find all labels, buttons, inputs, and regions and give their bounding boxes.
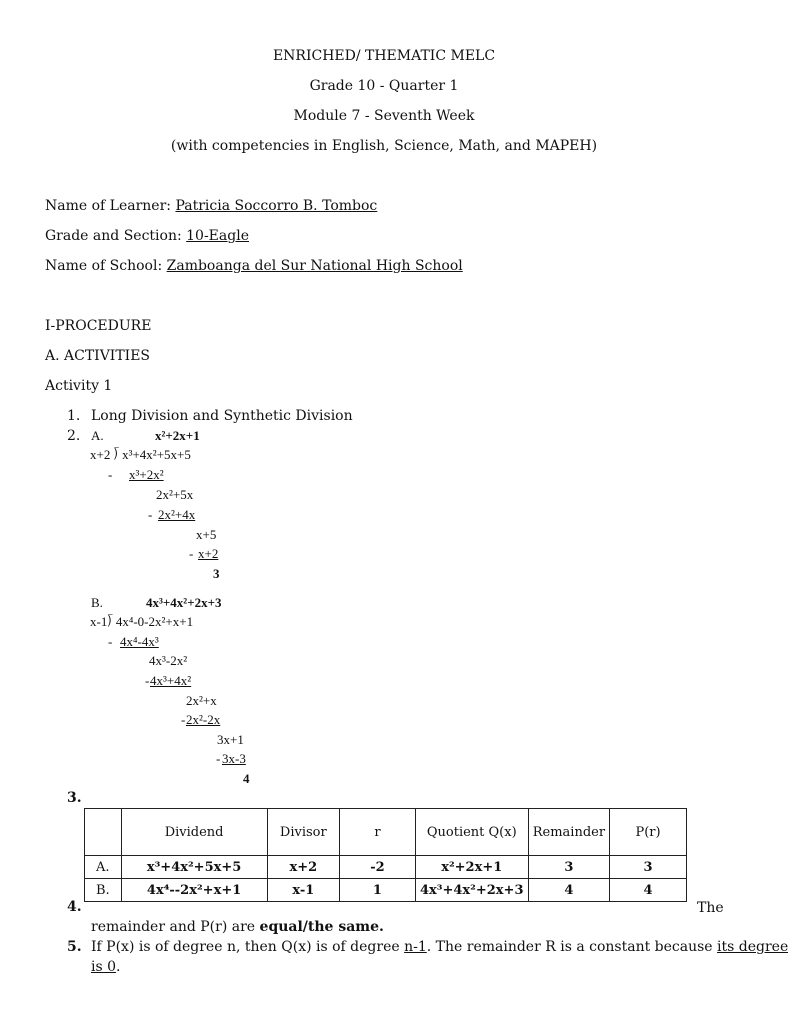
school-row <box>45 258 463 274</box>
part-b-step: 4x³+4x² <box>150 673 192 688</box>
item-2-number: 2. <box>67 428 81 444</box>
part-b-minus: - <box>145 673 150 688</box>
item-5-text-part: If P(x) is of degree n, then Q(x) is of degree <box>91 939 405 955</box>
grade-section-value: 10-Eagle <box>186 228 249 244</box>
header-cell: Dividend <box>121 809 267 856</box>
part-a-step: x+2 <box>198 546 219 561</box>
part-b-remainder: 4 <box>243 771 250 786</box>
part-b-step: 3x+1 <box>217 732 244 747</box>
table-cell: x³+4x²+5x+5 <box>121 856 267 879</box>
table-cell: 4x³+4x²+2x+3 <box>415 879 528 902</box>
item-5-text-part: . The remainder R is a constant because <box>426 939 718 955</box>
school-value: Zamboanga del Sur National High School <box>166 258 463 274</box>
item-5-answer-reason: its degree <box>717 939 788 955</box>
part-b-minus: - <box>181 712 186 727</box>
item-1-text: Long Division and Synthetic Division <box>91 408 353 424</box>
item-5-text <box>91 939 788 955</box>
part-a-dividend-line: x+2 ⟌ x³+4x²+5x+5 <box>90 447 191 462</box>
part-b-quotient: 4x³+4x²+2x+3 <box>146 595 222 610</box>
grade-section-label: Grade and Section: <box>45 228 182 244</box>
doc-grade-quarter: Grade 10 - Quarter 1 <box>309 78 459 94</box>
part-a-label: A. <box>91 428 104 443</box>
part-b-dividend-line: x-1⟌ 4x⁴-0-2x²+x+1 <box>90 614 194 629</box>
item-4-text <box>91 919 384 935</box>
part-b-step: 2x²+x <box>186 693 217 708</box>
item-5-answer-degree: n-1 <box>404 939 427 955</box>
item-5-text-cont <box>91 959 120 975</box>
procedure-heading: I-PROCEDURE <box>45 318 152 334</box>
table-header-row <box>85 809 687 856</box>
table-row <box>85 856 687 879</box>
school-label: Name of School: <box>45 258 163 274</box>
doc-competencies: (with competencies in English, Science, Math, and MAPEH) <box>170 138 598 154</box>
part-b-minus: - <box>108 634 113 649</box>
part-b-step: 2x²-2x <box>186 712 221 727</box>
header-cell: r <box>340 809 416 856</box>
header-cell: Divisor <box>267 809 340 856</box>
table-cell: 4 <box>528 879 609 902</box>
part-a-step: 2x²+5x <box>156 487 194 502</box>
part-a-minus: - <box>148 507 153 522</box>
remainder-table <box>84 808 687 902</box>
learner-name-value: Patricia Soccorro B. Tomboc <box>175 198 378 214</box>
part-b-step: 4x³-2x² <box>149 653 188 668</box>
header-cell <box>85 809 122 856</box>
part-b-label: B. <box>91 595 103 610</box>
part-a-step: x³+2x² <box>129 467 164 482</box>
table-cell: x-1 <box>267 879 340 902</box>
table-cell: -2 <box>340 856 416 879</box>
part-a-step: 2x²+4x <box>158 507 196 522</box>
item-3-number: 3. <box>67 790 82 806</box>
item-5-text-part: . <box>116 959 121 975</box>
table-cell: x+2 <box>267 856 340 879</box>
table-cell: 1 <box>340 879 416 902</box>
learner-name-label: Name of Learner: <box>45 198 171 214</box>
part-a-minus: - <box>189 546 194 561</box>
table-cell: A. <box>85 856 122 879</box>
item-5-answer-reason-cont: is 0 <box>91 959 117 975</box>
item-4-text-bold: equal/the same. <box>259 919 384 935</box>
item-5-number: 5. <box>67 939 82 955</box>
part-a-step: x+5 <box>196 527 217 542</box>
table-cell: 3 <box>528 856 609 879</box>
part-b-minus: - <box>216 751 221 766</box>
item-4-the: The <box>697 900 724 916</box>
grade-section-row <box>45 228 249 244</box>
item-1-number: 1. <box>67 408 81 424</box>
table-cell: x²+2x+1 <box>415 856 528 879</box>
header-cell: Quotient Q(x) <box>415 809 528 856</box>
item-4-number: 4. <box>67 899 82 915</box>
table-cell: 4x⁴--2x²+x+1 <box>121 879 267 902</box>
activity-heading: Activity 1 <box>45 378 113 394</box>
part-a-minus: - <box>108 467 113 482</box>
table-cell: 3 <box>610 856 687 879</box>
part-a-remainder: 3 <box>213 566 220 581</box>
part-b-step: 4x⁴-4x³ <box>120 634 159 649</box>
doc-title: ENRICHED/ THEMATIC MELC <box>272 48 496 64</box>
header-cell: P(r) <box>610 809 687 856</box>
doc-module: Module 7 - Seventh Week <box>293 108 475 124</box>
header-cell: Remainder <box>528 809 609 856</box>
activities-heading: A. ACTIVITIES <box>45 348 151 364</box>
table-row <box>85 879 687 902</box>
learner-name-row <box>45 198 377 214</box>
table-cell: 4 <box>610 879 687 902</box>
part-b-step: 3x-3 <box>222 751 246 766</box>
table-cell: B. <box>85 879 122 902</box>
part-a-quotient: x²+2x+1 <box>155 428 200 443</box>
item-4-text-plain: remainder and P(r) are <box>91 919 260 935</box>
